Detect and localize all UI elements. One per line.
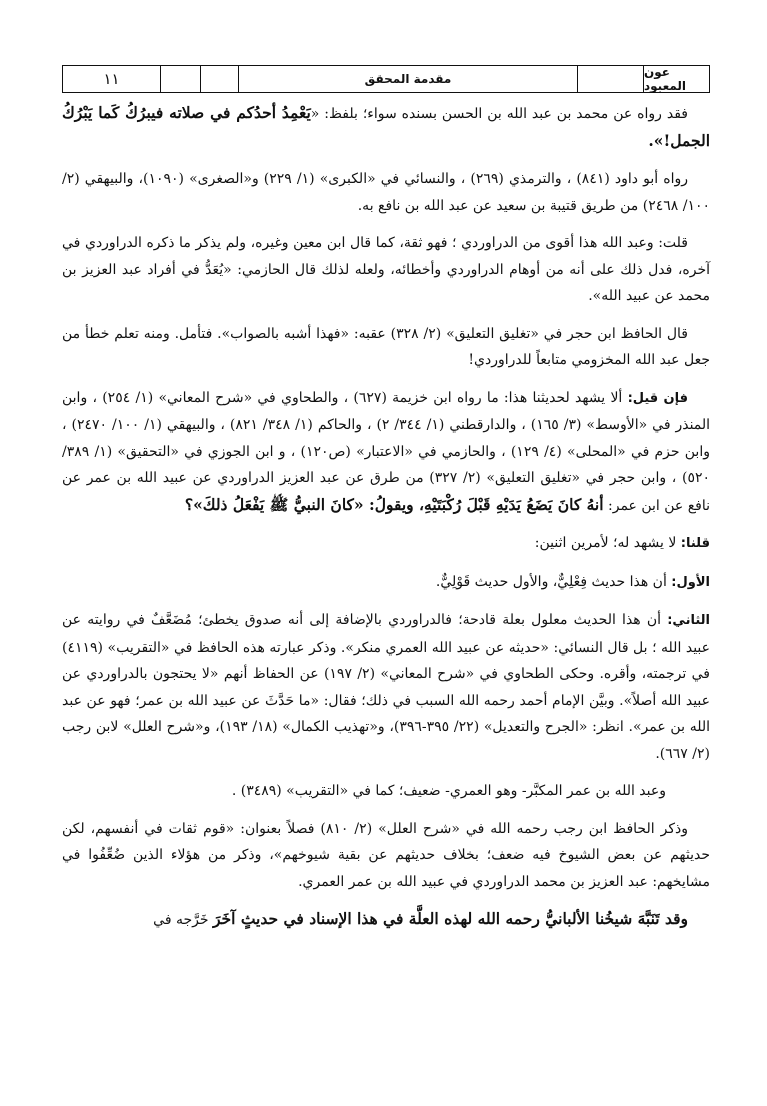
body-paragraph <box>62 530 710 558</box>
highlighted-text: يَعْمِدُ أحدُكم في صلاته فيبرُكُ كَما يَبْرُكُ الجمل <box>62 103 710 150</box>
paragraph-text: قلت: وعبد الله هذا أقوى من الدراوردي ؛ فهو ثقة، كما قال ابن معين وغيره، ولم يذكر ما ذكره الدراوردي في آخره، فدل ذلك على أنه من أوهام الدراوردي وأخطائه، ولعله لذلك قال الحازمي: «يُعَدُّ في أفراد عبد العزيز بن محمد عن عبيد الله». <box>62 235 710 304</box>
paragraph-label: الأول: <box>671 574 710 590</box>
paragraph-text: قال الحافظ ابن حجر في «تغليق التعليق» (٢/ ٣٢٨) عقبه: «فهذا أشبه بالصواب». فتأمل. ومنه تعلم خطأ من جعل عبد الله المخزومي متابعاً للدراوردي! <box>62 325 710 368</box>
body-paragraph <box>62 230 710 310</box>
paragraph-text: ألا يشهد لحديثنا هذا: ما رواه ابن خزيمة (٦٢٧) ، والطحاوي في «شرح المعاني» (١/ ٢٥٤) ، وابن المنذر في «الأوسط» (٣/ ١٦٥) ، والدارقطني (١/ ٣٤٤/ ٢) ، والحاكم (١/ ٣٤٨/ ٨٢١) ، والبيهقي (١/ ١٠٠/ ٢٤٧٠) ، وابن حزم في «المحلى» (٤/ ١٢٩) ، والحازمي في «الاعتبار» (ص١٢٠) ، و ابن الجوزي في «التحقيق» (١/ ٣٨٩/ ٥٢٠) ، وابن حجر في «تغليق التعليق» (٢/ ٣٢٧) من طرق عن عبد العزيز الدراوردي عن عبيد الله بن عمر عن نافع عن ابن عمر: <box>62 389 711 514</box>
paragraph-text: أن هذا حديث فِعْلِيٌّ، والأول حديث قَوْلِيٌّ. <box>435 573 672 590</box>
paragraph-label: قلنا: <box>680 536 710 551</box>
header-section-title: مقدمة المحقق <box>238 66 577 92</box>
paragraph-text: رواه أبو داود (٨٤١) ، والترمذي (٢٦٩) ، والنسائي في «الكبرى» (١/ ٢٢٩) و«الصغرى» (١٠٩٠)، والبيهقي (٢/ ١٠٠/ ٢٤٦٨) من طريق قتيبة بن سعيد عن عبد الله بن نافع به. <box>62 171 710 214</box>
header-page-number: ١١ <box>103 70 120 88</box>
paragraph-text: وعبد الله بن عمر المكبَّر- وهو العمري- ضعيف؛ كما في «التقريب» (٣٤٨٩) . <box>231 783 666 799</box>
header-empty-cell <box>200 66 238 92</box>
body-paragraph <box>62 816 710 896</box>
body-paragraph <box>62 100 710 155</box>
paragraph-label: فإن قيل: <box>627 390 688 406</box>
header-book-title: عون المعبود <box>643 66 709 92</box>
paragraph-text: خَرَّجه في <box>153 912 213 928</box>
body-paragraph <box>62 321 710 374</box>
paragraph-text: لا يشهد له؛ لأمرين اثنين: <box>534 535 681 551</box>
paragraph-text-tail: !». <box>648 130 671 150</box>
header-empty-cell <box>160 66 200 92</box>
paragraph-text-tail: ؟ <box>184 494 194 514</box>
body-paragraph <box>62 607 710 767</box>
paragraph-text: وذكر الحافظ ابن رجب رحمه الله في «شرح العلل» (٢/ ٨١٠) فصلاً بعنوان: «قوم ثقات في أنفسهم، لكن حديثهم عن بعض الشيوخ فيه ضعف؛ بخلاف حديثهم عن بقية شيوخهم»، وذكر من هؤلاء الذين ضُعِّفُوا في مشايخهم: عبد العزيز بن محمد الدراوردي في عبيد الله بن عمر العمري. <box>62 820 710 890</box>
paragraph-label: الثاني: <box>667 613 710 628</box>
highlighted-text: وقد تَنَبَّهَ شيخُنا الألبانيُّ رحمه الله لهذه العلَّة في هذا الإسناد في حديثٍ آخَرَ <box>212 909 688 928</box>
body-paragraph <box>62 906 710 934</box>
body-paragraph <box>62 166 710 219</box>
body-paragraph <box>62 778 710 805</box>
running-header <box>62 65 710 93</box>
body-paragraph <box>62 385 710 520</box>
header-empty-cell <box>577 66 643 92</box>
body-paragraph <box>62 569 710 597</box>
paragraph-text: فقد رواه عن محمد بن عبد الله بن الحسن بسنده سواء؛ بلفظ: « <box>310 106 688 122</box>
paragraph-text: أن هذا الحديث معلول بعلة قادحة؛ فالدراوردي بالإضافة إلى أنه صدوق يخطئ؛ مُضَعَّفٌ في روايته عن عبيد الله ؛ بل قال النسائي: «حديثه عن عبيد الله العمري منكر». وذكر عبارته هذه الحافظ في «التقريب» (٤١١٩) في ترجمته، وأقره. وحكى الطحاوي في «شرح المعاني» (٢/ ١٩٧) عن الحفاظ أنهم «لا يحتجون بالدراوردي عن عبيد الله أصلاً». وبيَّن الإمام أحمد رحمه الله السبب في ذلك؛ فقال: «ما حَدَّثَ عن عبيد الله بن عمر؛ فهو عن عبد الله بن عمر». انظر: «الجرح والتعديل» (٢٢/ ٣٩٥-٣٩٦)، و«تهذيب الكمال» (١٨/ ١٩٣)، و«شرح العلل» لابن رجب (٢/ ٦٦٧). <box>62 612 710 762</box>
document-body <box>62 100 710 934</box>
highlighted-text: أنهُ كانَ يَضَعُ يَدَيْهِ قَبْلَ رُكْبَتَيْهِ، ويقولُ: «كانَ النبيُّ ﷺ يَفْعَلُ ذلكَ» <box>193 494 604 514</box>
